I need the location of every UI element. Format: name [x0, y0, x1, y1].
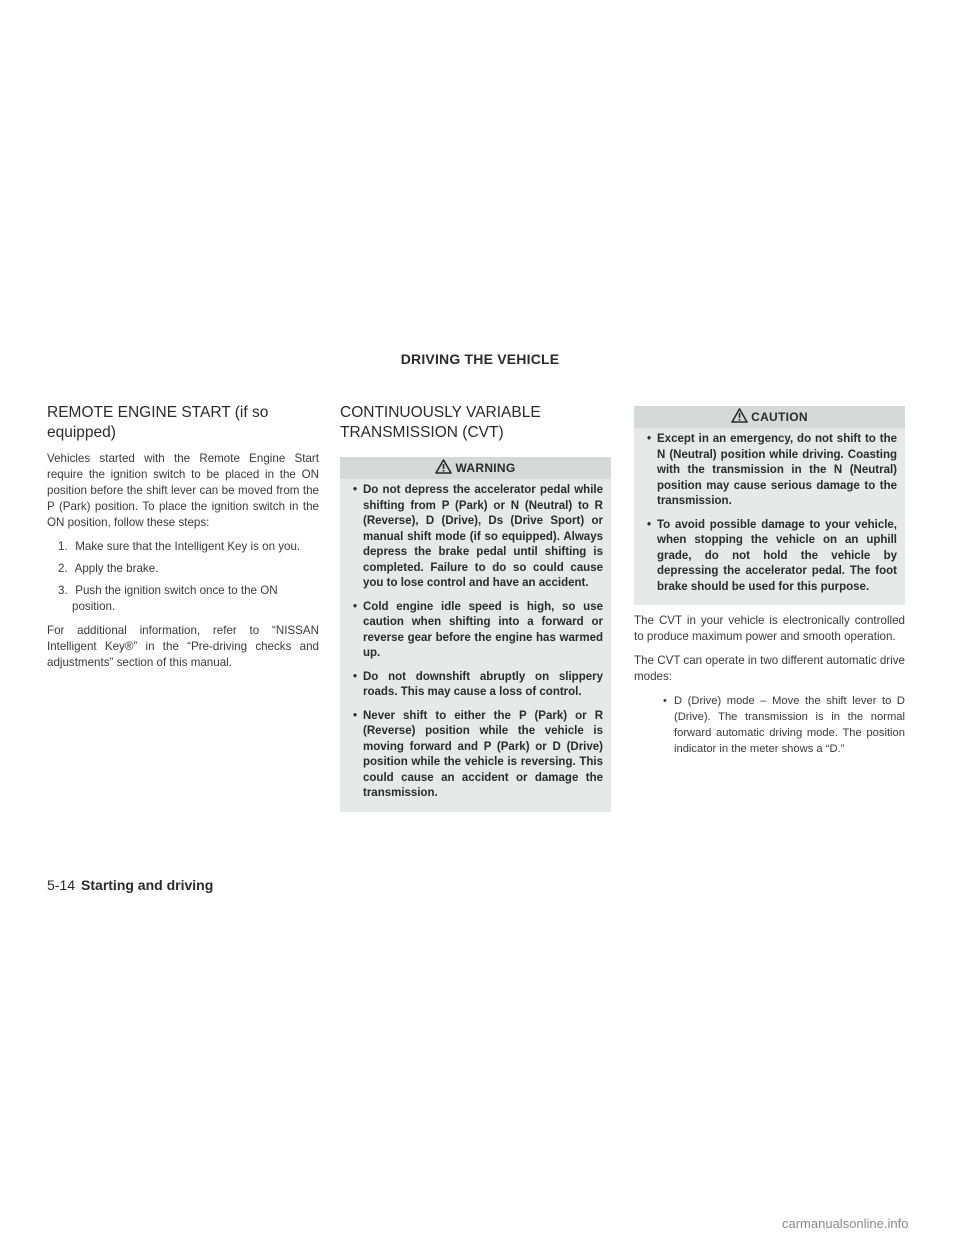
step-number: 3.: [58, 584, 68, 597]
remote-start-steps: [47, 539, 319, 615]
column-cvt-continued: [634, 406, 905, 757]
drive-mode-item: • D (Drive) mode – Move the shift lever to D (Drive). The transmission is in the normal forward automatic driving mode. The position indicator in the meter shows a “D.”: [663, 695, 905, 755]
caution-icon: [731, 408, 751, 426]
caution-item: • To avoid possible damage to your vehicle, when stopping the vehicle on an uphill grade, do not hold the vehicle by depressing the accelerator pedal. The foot brake should be used for this purpose.: [647, 518, 897, 593]
warning-list: [340, 479, 611, 802]
warning-box: [340, 457, 611, 812]
cvt-paragraph-2: The CVT can operate in two different automatic drive modes:: [634, 654, 905, 683]
step-text: Apply the brake.: [74, 562, 159, 575]
step-item: [47, 539, 319, 555]
warning-title-bar: [340, 457, 611, 479]
section-header: DRIVING THE VEHICLE: [400, 351, 560, 367]
caution-box: [634, 406, 905, 605]
caution-list: [634, 428, 905, 595]
caution-item: • Except in an emergency, do not shift to the N (Neutral) position while driving. Coasting with the transmission in the N (Neutral) position may cause serious damage to the transmission.: [647, 433, 897, 507]
warning-icon: [435, 459, 455, 477]
warning-item: • Cold engine idle speed is high, so use caution when shifting into a forward or reverse gear before the engine has warmed up.: [353, 600, 603, 659]
warning-item: • Do not depress the accelerator pedal while shifting from P (Park) or N (Neutral) to R (Reverse), D (Drive), Ds (Drive Sport) or manual shift mode (if so equipped). Always depress the brake pedal until shifting is completed. Failure to do so could cause you to lose control and have an accident.: [353, 484, 603, 589]
step-text: Make sure that the Intelligent Key is on you.: [75, 540, 301, 553]
cvt-paragraph-1: The CVT in your vehicle is electronically controlled to produce maximum power and smooth operation.: [634, 614, 905, 643]
warning-item: • Do not downshift abruptly on slippery roads. This may cause a loss of control.: [353, 670, 603, 698]
drive-modes-list: [634, 693, 905, 757]
remote-start-intro: Vehicles started with the Remote Engine Start require the ignition switch to be placed in the ON position before the shift lever can be moved from the P (Park) position. To place the ignition switch in the ON position, follow these steps:: [47, 452, 319, 529]
caution-title: CAUTION: [751, 410, 808, 424]
chapter-title: Starting and driving: [81, 877, 214, 893]
step-number: 1.: [58, 540, 68, 553]
column-cvt: [340, 403, 611, 820]
warning-title: WARNING: [455, 461, 516, 475]
remote-start-heading: REMOTE ENGINE START (if so equipped): [47, 404, 269, 441]
cvt-heading: CONTINUOUSLY VARIABLE TRANSMISSION (CVT): [340, 404, 541, 441]
page-footer: [47, 877, 213, 893]
step-number: 2.: [58, 562, 68, 575]
page-number: 5-14: [47, 877, 76, 893]
caution-title-bar: [634, 406, 905, 428]
remote-start-additional: For additional information, refer to “NISSAN Intelligent Key®” in the “Pre-driving checks and adjustments” section of this manual.: [47, 624, 319, 669]
watermark-link[interactable]: carmanualsonline.info: [782, 1216, 909, 1231]
step-item: [47, 561, 319, 577]
column-remote-start: [47, 403, 319, 679]
step-text: Push the ignition switch once to the ON position.: [72, 584, 278, 613]
step-item: [47, 583, 319, 615]
warning-item: • Never shift to either the P (Park) or R (Reverse) position while the vehicle is moving forward and P (Park) or D (Drive) position while the vehicle is reversing. This could cause an accident or damage the transmission.: [353, 709, 603, 799]
